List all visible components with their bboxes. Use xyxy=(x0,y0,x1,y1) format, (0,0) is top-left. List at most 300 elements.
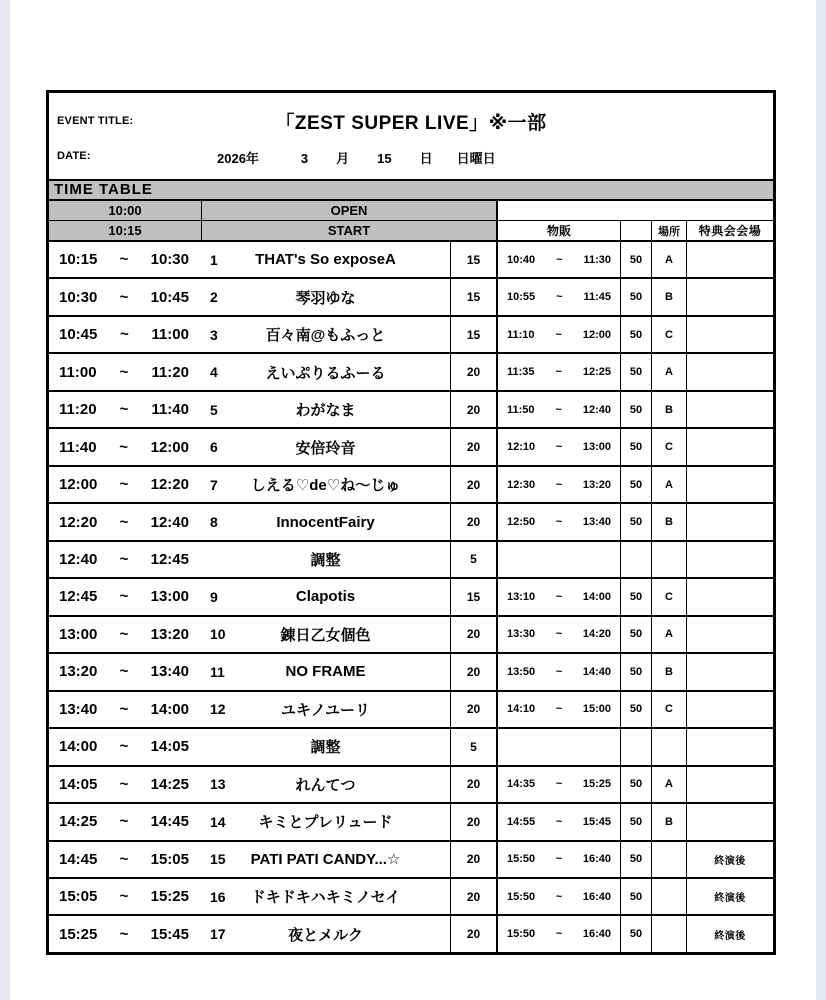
place-cell: C xyxy=(651,579,686,614)
goods-start-time: 14:55 xyxy=(507,815,536,828)
slot-number: 5 xyxy=(210,401,218,418)
table-row xyxy=(49,765,773,802)
goods-tilde: ~ xyxy=(555,628,563,641)
live-time-cell xyxy=(49,916,201,951)
goods-tilde: ~ xyxy=(555,366,562,379)
place-cell: A xyxy=(651,242,686,277)
start-row xyxy=(49,221,773,242)
tokuten-cell xyxy=(686,729,773,764)
time-tilde: ~ xyxy=(119,476,129,494)
start-label: START xyxy=(201,221,496,240)
slot-number: 4 xyxy=(210,364,218,381)
table-row xyxy=(49,540,773,577)
duration-cell: 20 xyxy=(450,879,496,914)
goods-time-cell xyxy=(496,317,620,352)
table-row xyxy=(49,840,773,877)
goods-time-cell xyxy=(496,654,620,689)
place-cell: B xyxy=(651,392,686,427)
goods-duration-cell: 50 xyxy=(620,916,651,951)
goods-duration-cell: 50 xyxy=(620,279,651,314)
goods-time-cell xyxy=(496,467,620,502)
open-row xyxy=(49,201,773,221)
duration-cell: 20 xyxy=(450,767,496,802)
live-start-time: 10:15 xyxy=(59,251,98,269)
duration-cell: 15 xyxy=(450,317,496,352)
goods-end-time: 13:20 xyxy=(582,478,611,491)
artist-name: えいぷりるふーる xyxy=(265,364,386,382)
duration-cell: 15 xyxy=(450,279,496,314)
artist-cell xyxy=(201,879,450,914)
tokuten-cell xyxy=(686,317,773,352)
goods-end-time: 14:40 xyxy=(582,665,611,678)
goods-start-time: 15:50 xyxy=(507,890,536,903)
place-cell: A xyxy=(651,617,686,652)
tokuten-cell xyxy=(686,617,773,652)
artist-cell xyxy=(201,729,450,764)
live-start-time: 12:40 xyxy=(59,550,98,568)
slot-number: 17 xyxy=(210,926,226,943)
tokuten-cell xyxy=(686,654,773,689)
artist-name: しえる♡de♡ね～じゅ xyxy=(250,477,401,495)
live-end-time: 11:40 xyxy=(151,401,189,419)
tokuten-cell xyxy=(686,542,773,577)
table-row xyxy=(49,652,773,689)
goods-start-time: 11:50 xyxy=(507,403,535,416)
live-start-time: 10:45 xyxy=(59,326,98,344)
goods-tilde: ~ xyxy=(555,928,563,941)
duration-cell: 20 xyxy=(450,354,496,389)
artist-name: わがなま xyxy=(295,402,356,420)
time-tilde: ~ xyxy=(119,251,129,269)
open-label: OPEN xyxy=(201,201,496,220)
tokuten-cell xyxy=(686,767,773,802)
artist-cell xyxy=(201,692,450,727)
time-tilde: ~ xyxy=(119,850,129,868)
live-end-time: 13:20 xyxy=(150,625,189,643)
artist-cell xyxy=(201,429,450,464)
live-end-time: 13:40 xyxy=(150,663,189,681)
time-tilde: ~ xyxy=(119,588,129,606)
slot-number: 16 xyxy=(210,888,226,905)
live-end-time: 12:20 xyxy=(150,476,189,494)
goods-end-time: 16:40 xyxy=(582,853,611,866)
place-cell: C xyxy=(651,429,686,464)
goods-tilde: ~ xyxy=(555,403,562,416)
artist-name: ユキノユーリ xyxy=(281,701,370,719)
start-time: 10:15 xyxy=(49,221,201,240)
title-block xyxy=(49,93,773,181)
goods-time-cell xyxy=(496,767,620,802)
artist-name: ドキドキハキミノセイ xyxy=(250,889,401,907)
duration-cell: 5 xyxy=(450,542,496,577)
table-row xyxy=(49,242,773,277)
goods-time-cell xyxy=(496,392,620,427)
duration-cell: 15 xyxy=(450,579,496,614)
live-start-time: 14:00 xyxy=(59,738,98,756)
place-cell: B xyxy=(651,654,686,689)
goods-time-cell xyxy=(496,542,620,577)
goods-header: 物販 xyxy=(496,221,620,240)
live-start-time: 14:05 xyxy=(59,775,98,793)
live-start-time: 13:00 xyxy=(59,625,98,643)
goods-end-time: 16:40 xyxy=(582,890,611,903)
live-end-time: 12:00 xyxy=(150,438,189,456)
goods-time-cell xyxy=(496,617,620,652)
live-time-cell xyxy=(49,354,201,389)
table-row xyxy=(49,727,773,764)
artist-cell xyxy=(201,804,450,839)
artist-cell xyxy=(201,579,450,614)
goods-duration-cell: 50 xyxy=(620,767,651,802)
goods-start-time: 11:10 xyxy=(507,328,535,341)
table-row xyxy=(49,390,773,427)
goods-start-time: 13:30 xyxy=(507,628,536,641)
live-start-time: 12:45 xyxy=(59,588,98,606)
artist-name: 琴羽ゆな xyxy=(295,289,356,307)
goods-time-cell xyxy=(496,279,620,314)
live-time-cell xyxy=(49,429,201,464)
place-cell xyxy=(651,916,686,951)
live-end-time: 12:40 xyxy=(150,513,189,531)
slot-number: 3 xyxy=(210,326,218,343)
live-end-time: 10:45 xyxy=(150,288,189,306)
artist-name: れんてつ xyxy=(295,776,356,794)
goods-time-cell xyxy=(496,729,620,764)
time-tilde: ~ xyxy=(119,775,129,793)
live-time-cell xyxy=(49,729,201,764)
goods-time-cell xyxy=(496,692,620,727)
live-start-time: 13:20 xyxy=(59,663,98,681)
live-end-time: 14:05 xyxy=(150,738,189,756)
duration-cell: 20 xyxy=(450,504,496,539)
slot-number: 13 xyxy=(210,776,226,793)
live-start-time: 11:20 xyxy=(59,401,97,419)
tokuten-header: 特典会会場 xyxy=(686,221,773,240)
goods-time-cell xyxy=(496,429,620,464)
place-header: 場所 xyxy=(651,221,686,240)
artist-name: 調整 xyxy=(310,551,341,569)
time-tilde: ~ xyxy=(119,700,129,718)
live-end-time: 14:45 xyxy=(150,813,189,831)
live-time-cell xyxy=(49,804,201,839)
slot-number: 11 xyxy=(210,663,225,680)
artist-name: 安倍玲音 xyxy=(295,439,356,457)
goods-tilde: ~ xyxy=(555,328,562,341)
live-time-cell xyxy=(49,317,201,352)
goods-duration-cell: 50 xyxy=(620,842,651,877)
live-start-time: 11:40 xyxy=(59,438,97,456)
tokuten-cell xyxy=(686,279,773,314)
live-start-time: 12:20 xyxy=(59,513,98,531)
goods-start-time: 15:50 xyxy=(507,928,536,941)
table-row xyxy=(49,352,773,389)
time-tilde: ~ xyxy=(119,663,129,681)
table-row xyxy=(49,690,773,727)
date-weekday: 日曜日 xyxy=(456,151,496,166)
slot-number: 12 xyxy=(210,701,226,718)
goods-end-time: 11:45 xyxy=(583,291,611,304)
time-tilde: ~ xyxy=(119,288,129,306)
table-row xyxy=(49,615,773,652)
goods-tilde: ~ xyxy=(555,516,563,529)
goods-duration-cell: 50 xyxy=(620,504,651,539)
blank-header xyxy=(620,221,651,240)
live-end-time: 11:20 xyxy=(151,363,189,381)
artist-cell xyxy=(201,542,450,577)
time-tilde: ~ xyxy=(119,401,129,419)
live-end-time: 13:00 xyxy=(150,588,189,606)
artist-cell xyxy=(201,279,450,314)
artist-cell xyxy=(201,916,450,951)
duration-cell: 20 xyxy=(450,804,496,839)
artist-cell xyxy=(201,467,450,502)
goods-time-cell xyxy=(496,504,620,539)
duration-cell: 20 xyxy=(450,654,496,689)
artist-name: NO FRAME xyxy=(285,663,366,681)
duration-cell: 15 xyxy=(450,242,496,277)
live-end-time: 15:45 xyxy=(150,925,189,943)
time-tilde: ~ xyxy=(119,625,129,643)
goods-start-time: 14:10 xyxy=(507,703,536,716)
live-time-cell xyxy=(49,279,201,314)
goods-end-time: 12:25 xyxy=(582,366,611,379)
tokuten-cell xyxy=(686,354,773,389)
place-cell: B xyxy=(651,504,686,539)
goods-start-time: 10:55 xyxy=(507,291,536,304)
artist-name: PATI PATI CANDY...☆ xyxy=(250,851,401,869)
place-cell: C xyxy=(651,692,686,727)
live-start-time: 11:00 xyxy=(59,363,97,381)
live-start-time: 10:30 xyxy=(59,288,98,306)
time-tilde: ~ xyxy=(120,326,129,344)
artist-name: キミとプレリュード xyxy=(258,814,393,832)
duration-cell: 20 xyxy=(450,842,496,877)
live-time-cell xyxy=(49,242,201,277)
slot-number: 7 xyxy=(210,476,218,493)
live-start-time: 14:25 xyxy=(59,813,98,831)
time-tilde: ~ xyxy=(119,813,129,831)
goods-time-cell xyxy=(496,804,620,839)
tokuten-cell xyxy=(686,467,773,502)
artist-name: 調整 xyxy=(310,739,341,757)
goods-duration-cell: 50 xyxy=(620,617,651,652)
goods-duration-cell: 50 xyxy=(620,242,651,277)
goods-duration-cell xyxy=(620,542,651,577)
artist-name: InnocentFairy xyxy=(276,513,375,531)
time-tilde: ~ xyxy=(119,888,129,906)
artist-cell xyxy=(201,504,450,539)
slot-number: 2 xyxy=(210,289,218,306)
timetable-rows xyxy=(49,242,773,952)
goods-duration-cell: 50 xyxy=(620,879,651,914)
place-cell: B xyxy=(651,804,686,839)
goods-end-time: 15:25 xyxy=(582,778,611,791)
goods-start-time: 13:10 xyxy=(507,590,536,603)
tokuten-cell xyxy=(686,242,773,277)
slot-number: 1 xyxy=(210,251,218,268)
goods-start-time: 14:35 xyxy=(507,778,536,791)
place-cell: A xyxy=(651,354,686,389)
goods-start-time: 15:50 xyxy=(507,853,536,866)
duration-cell: 20 xyxy=(450,429,496,464)
live-end-time: 14:25 xyxy=(150,775,189,793)
slot-number: 15 xyxy=(210,851,226,868)
goods-end-time: 13:00 xyxy=(582,441,611,454)
artist-cell xyxy=(201,354,450,389)
goods-end-time: 16:40 xyxy=(582,928,611,941)
tokuten-cell xyxy=(686,692,773,727)
time-tilde: ~ xyxy=(119,513,129,531)
goods-duration-cell xyxy=(620,729,651,764)
goods-start-time: 12:50 xyxy=(507,516,536,529)
live-end-time: 15:05 xyxy=(150,850,189,868)
goods-duration-cell: 50 xyxy=(620,317,651,352)
live-time-cell xyxy=(49,767,201,802)
goods-tilde: ~ xyxy=(555,478,563,491)
artist-cell xyxy=(201,654,450,689)
goods-duration-cell: 50 xyxy=(620,467,651,502)
goods-tilde: ~ xyxy=(555,703,563,716)
live-start-time: 15:05 xyxy=(59,888,98,906)
goods-end-time: 12:00 xyxy=(582,328,611,341)
live-time-cell xyxy=(49,579,201,614)
date-day-number: 15 xyxy=(377,151,392,166)
date-year: 2026年 xyxy=(217,151,259,166)
time-tilde: ~ xyxy=(119,438,128,456)
goods-duration-cell: 50 xyxy=(620,692,651,727)
live-time-cell xyxy=(49,392,201,427)
artist-name: 錬日乙女個色 xyxy=(280,626,371,644)
goods-time-cell xyxy=(496,579,620,614)
goods-time-cell xyxy=(496,242,620,277)
goods-tilde: ~ xyxy=(556,253,563,266)
live-end-time: 14:00 xyxy=(150,700,189,718)
artist-name: 夜とメルク xyxy=(288,926,363,944)
time-tilde: ~ xyxy=(119,738,129,756)
goods-duration-cell: 50 xyxy=(620,354,651,389)
live-start-time: 12:00 xyxy=(59,476,98,494)
artist-cell xyxy=(201,392,450,427)
place-cell xyxy=(651,879,686,914)
goods-tilde: ~ xyxy=(555,590,563,603)
slot-number: 6 xyxy=(210,439,218,456)
goods-tilde: ~ xyxy=(555,665,563,678)
live-time-cell xyxy=(49,692,201,727)
goods-tilde: ~ xyxy=(555,441,563,454)
artist-name: THAT's So exposeA xyxy=(255,251,396,269)
live-end-time: 10:30 xyxy=(150,251,189,269)
artist-cell xyxy=(201,767,450,802)
timetable-sheet xyxy=(46,90,776,955)
live-time-cell xyxy=(49,842,201,877)
tokuten-cell xyxy=(686,804,773,839)
tokuten-cell xyxy=(686,392,773,427)
duration-cell: 20 xyxy=(450,916,496,951)
goods-tilde: ~ xyxy=(555,815,563,828)
duration-cell: 20 xyxy=(450,617,496,652)
duration-cell: 20 xyxy=(450,467,496,502)
goods-start-time: 12:10 xyxy=(507,441,536,454)
slot-number: 9 xyxy=(210,588,218,605)
place-cell xyxy=(651,842,686,877)
live-start-time: 13:40 xyxy=(59,700,98,718)
event-title: 「ZEST SUPER LIVE」※一部 xyxy=(275,113,547,134)
goods-start-time: 10:40 xyxy=(507,253,536,266)
date-month-unit: 月 xyxy=(336,151,350,166)
place-cell xyxy=(651,542,686,577)
goods-start-time: 13:50 xyxy=(507,665,536,678)
tokuten-cell xyxy=(686,429,773,464)
goods-end-time: 12:40 xyxy=(582,403,611,416)
time-tilde: ~ xyxy=(119,363,129,381)
live-end-time: 11:00 xyxy=(151,326,189,344)
tokuten-cell xyxy=(686,504,773,539)
live-end-time: 15:25 xyxy=(150,888,189,906)
live-time-cell xyxy=(49,542,201,577)
live-start-time: 15:25 xyxy=(59,925,98,943)
goods-time-cell xyxy=(496,879,620,914)
live-time-cell xyxy=(49,879,201,914)
duration-cell: 20 xyxy=(450,392,496,427)
goods-start-time: 11:35 xyxy=(507,366,535,379)
time-tilde: ~ xyxy=(119,925,129,943)
live-time-cell xyxy=(49,617,201,652)
goods-end-time: 11:30 xyxy=(583,253,611,266)
artist-cell xyxy=(201,617,450,652)
artist-name: Clapotis xyxy=(295,588,356,606)
slot-number: 8 xyxy=(210,514,218,531)
table-row xyxy=(49,502,773,539)
time-tilde: ~ xyxy=(119,550,129,568)
live-end-time: 12:45 xyxy=(150,550,189,568)
goods-time-cell xyxy=(496,842,620,877)
goods-duration-cell: 50 xyxy=(620,804,651,839)
goods-tilde: ~ xyxy=(555,853,563,866)
duration-cell: 20 xyxy=(450,692,496,727)
live-time-cell xyxy=(49,467,201,502)
goods-end-time: 14:20 xyxy=(582,628,611,641)
table-row xyxy=(49,577,773,614)
tokuten-cell: 終演後 xyxy=(686,916,773,951)
slot-number: 10 xyxy=(210,626,226,643)
open-row-spacer xyxy=(496,201,773,220)
goods-time-cell xyxy=(496,354,620,389)
date-line xyxy=(217,148,496,167)
table-row xyxy=(49,802,773,839)
artist-name: 百々南@もふっと xyxy=(265,327,386,345)
goods-tilde: ~ xyxy=(556,291,563,304)
goods-tilde: ~ xyxy=(555,778,563,791)
date-label: DATE: xyxy=(57,150,91,162)
tokuten-cell xyxy=(686,579,773,614)
place-cell xyxy=(651,729,686,764)
goods-duration-cell: 50 xyxy=(620,392,651,427)
live-time-cell xyxy=(49,654,201,689)
goods-start-time: 12:30 xyxy=(507,478,536,491)
timetable-section-title: TIME TABLE xyxy=(49,181,773,201)
place-cell: C xyxy=(651,317,686,352)
artist-cell xyxy=(201,242,450,277)
goods-end-time: 15:45 xyxy=(582,815,611,828)
artist-cell xyxy=(201,842,450,877)
live-start-time: 14:45 xyxy=(59,850,98,868)
table-row xyxy=(49,914,773,951)
duration-cell: 5 xyxy=(450,729,496,764)
place-cell: A xyxy=(651,767,686,802)
table-row xyxy=(49,277,773,314)
document-page xyxy=(10,0,816,1000)
goods-tilde: ~ xyxy=(555,890,563,903)
